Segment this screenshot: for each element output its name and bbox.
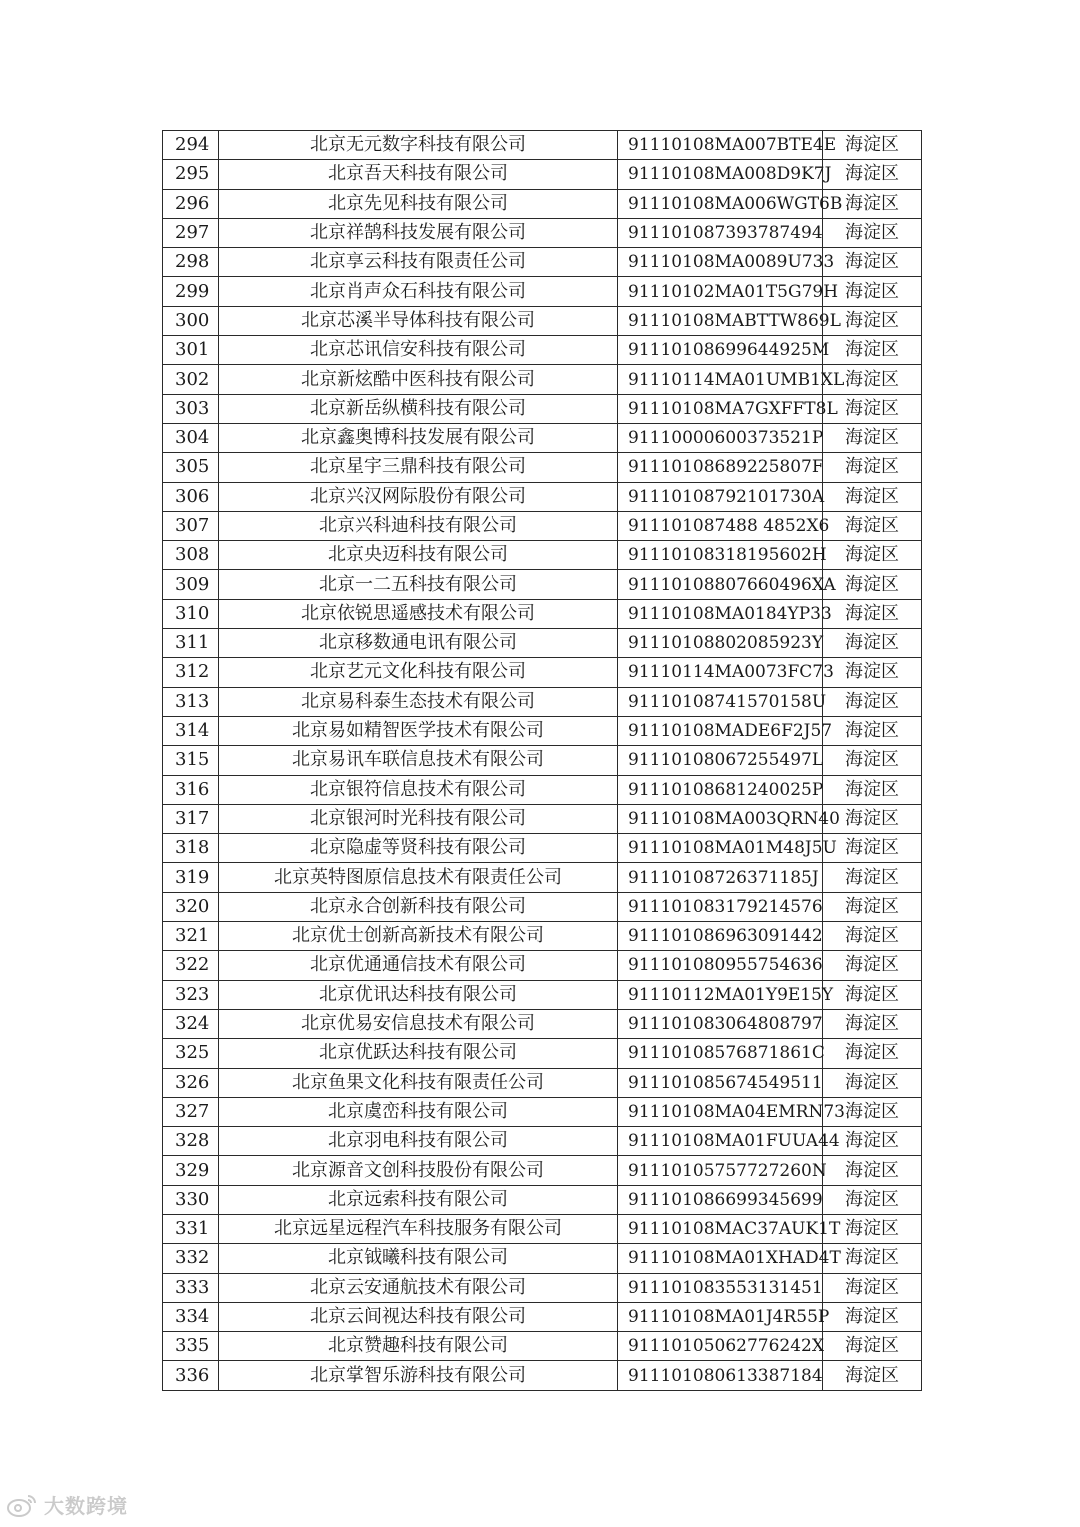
credit-code: 91110108689225807F [618, 453, 823, 482]
row-index: 314 [163, 716, 219, 745]
row-index: 297 [163, 218, 219, 247]
table-row [163, 1097, 922, 1126]
district: 海淀区 [823, 365, 922, 394]
row-index: 294 [163, 131, 219, 160]
company-name: 北京掌智乐游科技有限公司 [219, 1361, 618, 1390]
row-index: 323 [163, 980, 219, 1009]
district: 海淀区 [823, 716, 922, 745]
credit-code: 91110108MAC37AUK1T [618, 1214, 823, 1243]
credit-code: 91110108MA007BTE4E [618, 131, 823, 160]
table-row [163, 1127, 922, 1156]
row-index: 334 [163, 1302, 219, 1331]
credit-code: 91110108MADE6F2J57 [618, 716, 823, 745]
table-row [163, 394, 922, 423]
row-index: 311 [163, 629, 219, 658]
row-index: 320 [163, 892, 219, 921]
company-name: 北京赞趣科技有限公司 [219, 1332, 618, 1361]
table-row [163, 1361, 922, 1390]
table-row [163, 1009, 922, 1038]
table-row [163, 716, 922, 745]
district: 海淀区 [823, 1361, 922, 1390]
row-index: 336 [163, 1361, 219, 1390]
district: 海淀区 [823, 1097, 922, 1126]
company-name: 北京优通通信技术有限公司 [219, 951, 618, 980]
row-index: 304 [163, 423, 219, 452]
credit-code: 91110108MA01FUUA44 [618, 1127, 823, 1156]
company-name: 北京鑫奥博科技发展有限公司 [219, 423, 618, 452]
row-index: 335 [163, 1332, 219, 1361]
district: 海淀区 [823, 453, 922, 482]
table-row [163, 1039, 922, 1068]
row-index: 307 [163, 511, 219, 540]
company-name: 北京艺元文化科技有限公司 [219, 658, 618, 687]
credit-code: 91110108MA01XHAD4T [618, 1244, 823, 1273]
company-name: 北京兴汉网际股份有限公司 [219, 482, 618, 511]
row-index: 325 [163, 1039, 219, 1068]
row-index: 328 [163, 1127, 219, 1156]
table-row [163, 482, 922, 511]
district: 海淀区 [823, 1009, 922, 1038]
district: 海淀区 [823, 248, 922, 277]
row-index: 324 [163, 1009, 219, 1038]
weibo-logo-icon [6, 1492, 38, 1518]
company-name: 北京芯溪半导体科技有限公司 [219, 306, 618, 335]
district: 海淀区 [823, 1273, 922, 1302]
credit-code: 91110108MABTTW869L [618, 306, 823, 335]
company-name: 北京钺曦科技有限公司 [219, 1244, 618, 1273]
table-row [163, 1185, 922, 1214]
row-index: 296 [163, 189, 219, 218]
credit-code: 91110108MA006WGT6B [618, 189, 823, 218]
watermark-text: 大数跨境 [44, 1494, 128, 1518]
company-name: 北京羽电科技有限公司 [219, 1127, 618, 1156]
district: 海淀区 [823, 687, 922, 716]
company-name: 北京鱼果文化科技有限责任公司 [219, 1068, 618, 1097]
credit-code: 911101083179214576 [618, 892, 823, 921]
row-index: 315 [163, 746, 219, 775]
district: 海淀区 [823, 804, 922, 833]
table-row [163, 687, 922, 716]
company-name: 北京星宇三鼎科技有限公司 [219, 453, 618, 482]
company-name: 北京先见科技有限公司 [219, 189, 618, 218]
district: 海淀区 [823, 746, 922, 775]
district: 海淀区 [823, 511, 922, 540]
credit-code: 91110108726371185J [618, 863, 823, 892]
company-name: 北京永合创新科技有限公司 [219, 892, 618, 921]
district: 海淀区 [823, 980, 922, 1009]
district: 海淀区 [823, 482, 922, 511]
district: 海淀区 [823, 863, 922, 892]
credit-code: 91110108699644925M [618, 336, 823, 365]
district: 海淀区 [823, 599, 922, 628]
company-name: 北京享云科技有限责任公司 [219, 248, 618, 277]
credit-code: 91110108802085923Y [618, 629, 823, 658]
company-name: 北京新炫酷中医科技有限公司 [219, 365, 618, 394]
row-index: 301 [163, 336, 219, 365]
company-name: 北京云安通航技术有限公司 [219, 1273, 618, 1302]
district: 海淀区 [823, 951, 922, 980]
row-index: 327 [163, 1097, 219, 1126]
company-name: 北京易科泰生态技术有限公司 [219, 687, 618, 716]
row-index: 298 [163, 248, 219, 277]
company-name: 北京隐虚等贤科技有限公司 [219, 834, 618, 863]
company-name: 北京吾天科技有限公司 [219, 160, 618, 189]
district: 海淀区 [823, 131, 922, 160]
row-index: 319 [163, 863, 219, 892]
district: 海淀区 [823, 394, 922, 423]
table-row [163, 218, 922, 247]
table-row [163, 423, 922, 452]
table-row [163, 863, 922, 892]
district: 海淀区 [823, 1332, 922, 1361]
company-name: 北京祥鹄科技发展有限公司 [219, 218, 618, 247]
table-row [163, 336, 922, 365]
district: 海淀区 [823, 1214, 922, 1243]
row-index: 300 [163, 306, 219, 335]
row-index: 333 [163, 1273, 219, 1302]
credit-code: 91110102MA01T5G79H [618, 277, 823, 306]
row-index: 330 [163, 1185, 219, 1214]
table-row [163, 570, 922, 599]
company-name: 北京远星远程汽车科技服务有限公司 [219, 1214, 618, 1243]
district: 海淀区 [823, 1302, 922, 1331]
table-row [163, 980, 922, 1009]
company-name: 北京央迈科技有限公司 [219, 541, 618, 570]
row-index: 322 [163, 951, 219, 980]
company-name: 北京优士创新高新技术有限公司 [219, 922, 618, 951]
row-index: 305 [163, 453, 219, 482]
district: 海淀区 [823, 277, 922, 306]
table-row [163, 189, 922, 218]
table-row [163, 892, 922, 921]
row-index: 329 [163, 1156, 219, 1185]
credit-code: 91110108576871861C [618, 1039, 823, 1068]
district: 海淀区 [823, 306, 922, 335]
credit-code: 91110108741570158U [618, 687, 823, 716]
credit-code: 911101085674549511 [618, 1068, 823, 1097]
district: 海淀区 [823, 570, 922, 599]
credit-code: 91110108MA003QRN40 [618, 804, 823, 833]
credit-code: 91110108MA04EMRN73 [618, 1097, 823, 1126]
district: 海淀区 [823, 1244, 922, 1273]
credit-code: 911101083064808797 [618, 1009, 823, 1038]
company-name: 北京优讯达科技有限公司 [219, 980, 618, 1009]
company-name: 北京优跃达科技有限公司 [219, 1039, 618, 1068]
row-index: 302 [163, 365, 219, 394]
company-name: 北京易如精智医学技术有限公司 [219, 716, 618, 745]
credit-code: 91110112MA01Y9E15Y [618, 980, 823, 1009]
credit-code: 91110108MA008D9K7J [618, 160, 823, 189]
company-name: 北京虞峦科技有限公司 [219, 1097, 618, 1126]
company-name: 北京银河时光科技有限公司 [219, 804, 618, 833]
credit-code: 91110108MA7GXFFT8L [618, 394, 823, 423]
row-index: 308 [163, 541, 219, 570]
district: 海淀区 [823, 1127, 922, 1156]
credit-code: 91110114MA01UMB1XL [618, 365, 823, 394]
company-name: 北京移数通电讯有限公司 [219, 629, 618, 658]
table-row [163, 629, 922, 658]
table-row [163, 277, 922, 306]
company-name: 北京云间视达科技有限公司 [219, 1302, 618, 1331]
credit-code: 911101080955754636 [618, 951, 823, 980]
district: 海淀区 [823, 160, 922, 189]
company-name: 北京一二五科技有限公司 [219, 570, 618, 599]
table-row [163, 775, 922, 804]
row-index: 318 [163, 834, 219, 863]
credit-code: 91110108MA01J4R55P [618, 1302, 823, 1331]
credit-code: 91110108MA0184YP33 [618, 599, 823, 628]
credit-code: 91110108067255497L [618, 746, 823, 775]
row-index: 295 [163, 160, 219, 189]
credit-code: 91110105757727260N [618, 1156, 823, 1185]
district: 海淀区 [823, 922, 922, 951]
district: 海淀区 [823, 775, 922, 804]
district: 海淀区 [823, 1039, 922, 1068]
credit-code: 911101086699345699 [618, 1185, 823, 1214]
credit-code: 911101086963091442 [618, 922, 823, 951]
company-name: 北京新岳纵横科技有限公司 [219, 394, 618, 423]
credit-code: 911101087488 4852X6 [618, 511, 823, 540]
district: 海淀区 [823, 423, 922, 452]
table-row [163, 804, 922, 833]
credit-code: 91110108MA0089U733 [618, 248, 823, 277]
company-table [162, 130, 922, 1391]
table-row [163, 1273, 922, 1302]
credit-code: 911101083553131451 [618, 1273, 823, 1302]
row-index: 317 [163, 804, 219, 833]
company-name: 北京芯讯信安科技有限公司 [219, 336, 618, 365]
row-index: 312 [163, 658, 219, 687]
row-index: 321 [163, 922, 219, 951]
table-row [163, 1156, 922, 1185]
table-row [163, 453, 922, 482]
table-row [163, 599, 922, 628]
credit-code: 911101080613387184 [618, 1361, 823, 1390]
company-name: 北京兴科迪科技有限公司 [219, 511, 618, 540]
row-index: 309 [163, 570, 219, 599]
district: 海淀区 [823, 336, 922, 365]
table-row [163, 746, 922, 775]
company-name: 北京易讯车联信息技术有限公司 [219, 746, 618, 775]
district: 海淀区 [823, 834, 922, 863]
district: 海淀区 [823, 218, 922, 247]
district: 海淀区 [823, 658, 922, 687]
table-row [163, 1214, 922, 1243]
table-row [163, 922, 922, 951]
table-row [163, 248, 922, 277]
row-index: 326 [163, 1068, 219, 1097]
company-name: 北京远索科技有限公司 [219, 1185, 618, 1214]
credit-code: 91110108792101730A [618, 482, 823, 511]
district: 海淀区 [823, 1068, 922, 1097]
table-row [163, 951, 922, 980]
table-row [163, 306, 922, 335]
district: 海淀区 [823, 1156, 922, 1185]
row-index: 331 [163, 1214, 219, 1243]
table-body [163, 131, 922, 1391]
row-index: 306 [163, 482, 219, 511]
table-row [163, 1068, 922, 1097]
table-row [163, 365, 922, 394]
credit-code: 91110114MA0073FC73 [618, 658, 823, 687]
company-name: 北京源音文创科技股份有限公司 [219, 1156, 618, 1185]
credit-code: 91110000600373521P [618, 423, 823, 452]
credit-code: 91110108681240025P [618, 775, 823, 804]
row-index: 316 [163, 775, 219, 804]
row-index: 299 [163, 277, 219, 306]
row-index: 310 [163, 599, 219, 628]
district: 海淀区 [823, 892, 922, 921]
table-row [163, 1244, 922, 1273]
district: 海淀区 [823, 541, 922, 570]
table-row [163, 511, 922, 540]
company-name: 北京肖声众石科技有限公司 [219, 277, 618, 306]
credit-code: 91110108318195602H [618, 541, 823, 570]
district: 海淀区 [823, 629, 922, 658]
watermark [6, 1490, 128, 1519]
table-row [163, 1302, 922, 1331]
row-index: 332 [163, 1244, 219, 1273]
credit-code: 91110108MA01M48J5U [618, 834, 823, 863]
table-row [163, 160, 922, 189]
row-index: 313 [163, 687, 219, 716]
company-name: 北京银符信息技术有限公司 [219, 775, 618, 804]
table-row [163, 1332, 922, 1361]
district: 海淀区 [823, 1185, 922, 1214]
company-name: 北京无元数字科技有限公司 [219, 131, 618, 160]
table-row [163, 658, 922, 687]
credit-code: 911101087393787494 [618, 218, 823, 247]
company-name: 北京英特图原信息技术有限责任公司 [219, 863, 618, 892]
table-row [163, 541, 922, 570]
credit-code: 91110105062776242X [618, 1332, 823, 1361]
table-row [163, 131, 922, 160]
district: 海淀区 [823, 189, 922, 218]
credit-code: 91110108807660496XA [618, 570, 823, 599]
company-name: 北京优易安信息技术有限公司 [219, 1009, 618, 1038]
table-row [163, 834, 922, 863]
row-index: 303 [163, 394, 219, 423]
company-name: 北京依锐思遥感技术有限公司 [219, 599, 618, 628]
